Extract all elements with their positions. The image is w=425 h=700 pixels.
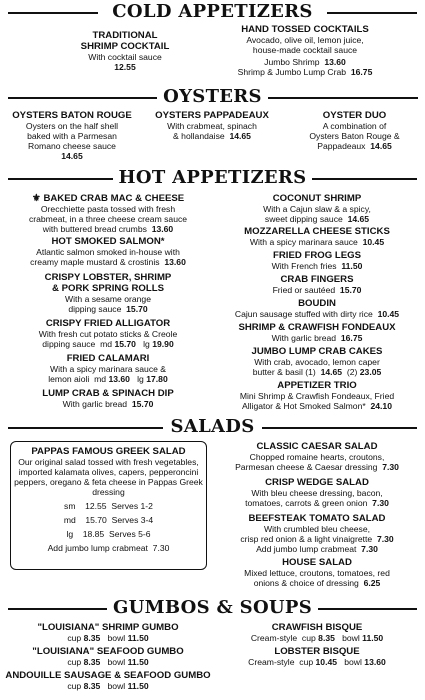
menu-item-greek-salad bbox=[11, 446, 206, 553]
item-name-line2: & PORK SPRING ROLLS bbox=[52, 283, 164, 294]
item-name: BEEFSTEAK TOMATO SALAD bbox=[248, 513, 386, 524]
item-price-cup: 8.35 bbox=[83, 657, 101, 667]
item-price-lg: 19.90 bbox=[152, 339, 174, 349]
item-desc-line2: tomatoes, carrots & green onion 7.30 bbox=[245, 498, 389, 508]
item-price: 18.85 bbox=[82, 529, 105, 539]
menu-item-spring-rolls bbox=[2, 272, 214, 314]
item-name: ANDOUILLE SAUSAGE & SEAFOOD GUMBO bbox=[5, 670, 211, 681]
item-price-bowl: 11.50 bbox=[362, 633, 384, 643]
section-title: GUMBOS & SOUPS bbox=[0, 596, 425, 620]
greek-salad-box bbox=[10, 441, 207, 570]
item-name: FRIED FROG LEGS bbox=[273, 250, 361, 261]
item-price: 11.50 bbox=[341, 261, 363, 271]
item-desc: Mixed lettuce, croutons, tomatoes, red bbox=[244, 568, 390, 578]
item-name: MOZZARELLA CHEESE STICKS bbox=[244, 226, 390, 237]
menu-item-oyster-duo bbox=[287, 110, 422, 151]
item-price: 15.70 bbox=[85, 515, 107, 525]
menu-item-crab-mac-cheese bbox=[2, 193, 214, 234]
size-option: lg 18.85 Serves 5-6 bbox=[66, 529, 151, 539]
item-desc-line3: Pappadeaux 14.65 bbox=[317, 141, 392, 151]
item-price: 7.30 bbox=[372, 498, 389, 508]
item-name: COCONUT SHRIMP bbox=[272, 193, 362, 204]
item-desc-line3: Romano cheese sauce bbox=[28, 141, 116, 151]
item-price: 14.65 bbox=[61, 151, 83, 161]
menu-item-beefsteak-tomato-salad bbox=[212, 513, 422, 554]
menu-item-house-salad bbox=[212, 557, 422, 588]
menu-item-oysters-pappadeaux bbox=[142, 110, 282, 141]
item-prices: cup 8.35 bowl 11.50 bbox=[67, 633, 149, 643]
item-prices: Cream-style cup 10.45 bowl 13.60 bbox=[248, 657, 386, 667]
item-desc-line2: & hollandaise 14.65 bbox=[173, 131, 251, 141]
item-desc-line2: dipping sauce md 15.70 lg 19.90 bbox=[42, 339, 174, 349]
item-desc-line2: creamy maple mustard & crostinis 13.60 bbox=[30, 257, 186, 267]
item-desc-line3: with buttered bread crumbs 13.60 bbox=[42, 224, 174, 234]
item-desc: With crab, avocado, lemon caper bbox=[254, 357, 380, 367]
item-name: PAPPAS FAMOUS GREEK SALAD bbox=[31, 446, 186, 457]
menu-item-crawfish-bisque bbox=[212, 622, 422, 643]
item-price: 16.75 bbox=[350, 67, 373, 77]
item-desc-line2: butter & basil (1) 14.65 (2) 23.05 bbox=[252, 367, 382, 377]
item-price: 14.65 bbox=[370, 141, 392, 151]
item-desc: With a spicy marinara sauce & bbox=[49, 364, 167, 374]
item-prices: cup 8.35 bowl 11.50 bbox=[67, 681, 149, 691]
item-name: LOBSTER BISQUE bbox=[274, 646, 360, 657]
item-price-cup: 8.35 bbox=[83, 681, 101, 691]
item-price: 15.70 bbox=[126, 304, 148, 314]
item-name: HOUSE SALAD bbox=[282, 557, 352, 568]
item-name: HAND TOSSED COCKTAILS bbox=[241, 24, 369, 35]
item-price-bowl: 13.60 bbox=[364, 657, 386, 667]
item-desc: Fried or sautéed 15.70 bbox=[272, 285, 362, 295]
item-desc-line2: crisp red onion & a light vinaigrette 7.30 bbox=[240, 534, 394, 544]
item-name: CRAWFISH BISQUE bbox=[271, 622, 363, 633]
item-name: HOT SMOKED SALMON* bbox=[51, 236, 165, 247]
item-name: OYSTERS BATON ROUGE bbox=[12, 110, 132, 121]
item-price-md: 15.70 bbox=[114, 339, 136, 349]
item-name: "LOUISIANA" SHRIMP GUMBO bbox=[37, 622, 179, 633]
item-desc: Cajun sausage stuffed with dirty rice 10.45 bbox=[234, 309, 400, 319]
menu-item-lobster-bisque bbox=[212, 646, 422, 667]
menu-item-boudin bbox=[212, 298, 422, 319]
section-header-hot-appetizers bbox=[0, 166, 425, 192]
menu-item-fried-calamari bbox=[2, 353, 214, 384]
item-option: Jumbo Shrimp 13.60 bbox=[264, 57, 346, 67]
item-price: 13.60 bbox=[324, 57, 346, 67]
item-desc-line2: Oysters Baton Rouge & bbox=[309, 131, 400, 141]
menu-item-hot-smoked-salmon bbox=[2, 236, 214, 267]
section-title: OYSTERS bbox=[0, 85, 425, 109]
item-price: 7.30 bbox=[361, 544, 378, 554]
menu-item-wedge-salad bbox=[212, 477, 422, 508]
item-name: BOUDIN bbox=[298, 298, 336, 309]
item-desc-line5: Greek dressing bbox=[92, 477, 203, 497]
menu-item-oysters-baton-rouge bbox=[2, 110, 142, 161]
item-prices: cup 8.35 bowl 11.50 bbox=[67, 657, 149, 667]
menu-item-shrimp-cocktail bbox=[55, 30, 195, 72]
item-price-md: 13.60 bbox=[108, 374, 130, 384]
item-desc: Mini Shrimp & Crawfish Fondeaux, Fried bbox=[239, 391, 395, 401]
item-price-cup: 10.45 bbox=[315, 657, 338, 667]
section-title: COLD APPETIZERS bbox=[0, 0, 425, 24]
item-desc-line4: oregano & feta cheese in Pappas bbox=[49, 477, 178, 487]
item-price: 12.55 bbox=[114, 62, 136, 72]
item-name: CRAB FINGERS bbox=[280, 274, 354, 285]
item-price: 14.65 bbox=[347, 214, 370, 224]
item-price-cup: 8.35 bbox=[318, 633, 335, 643]
menu-item-caesar-salad bbox=[212, 441, 422, 472]
item-price: 12.55 bbox=[85, 501, 107, 511]
item-desc-line2: dipping sauce 15.70 bbox=[68, 304, 148, 314]
item-name-line2: SHRIMP COCKTAIL bbox=[80, 41, 170, 52]
menu-item-appetizer-trio bbox=[212, 380, 422, 411]
item-name: "LOUISIANA" SEAFOOD GUMBO bbox=[32, 646, 184, 657]
item-desc: With bleu cheese dressing, bacon, bbox=[251, 488, 383, 498]
menu-item-shrimp-gumbo bbox=[2, 622, 214, 643]
item-addon: Add jumbo lump crabmeat 7.30 bbox=[256, 544, 378, 554]
section-header-oysters bbox=[0, 85, 425, 111]
item-price-bowl: 11.50 bbox=[127, 633, 149, 643]
item-price: 6.25 bbox=[363, 578, 381, 588]
item-desc: A combination of bbox=[322, 121, 387, 131]
item-price: 15.70 bbox=[339, 285, 362, 295]
item-name: CLASSIC CAESAR SALAD bbox=[256, 441, 378, 452]
item-name: OYSTER DUO bbox=[322, 110, 387, 121]
section-header-cold-appetizers bbox=[0, 0, 425, 26]
menu-item-coconut-shrimp bbox=[212, 193, 422, 224]
item-price: 10.45 bbox=[362, 237, 385, 247]
item-price-bowl: 11.50 bbox=[127, 681, 149, 691]
item-name: FRIED CALAMARI bbox=[66, 353, 150, 364]
item-price: 24.10 bbox=[370, 401, 392, 411]
item-price: 7.30 bbox=[382, 462, 399, 472]
item-price: 13.60 bbox=[164, 257, 186, 267]
item-desc: Avocado, olive oil, lemon juice, bbox=[246, 35, 364, 45]
addon: Add jumbo lump crabmeat 7.30 bbox=[47, 543, 170, 553]
menu-item-jumbo-lump-crab-cakes bbox=[212, 346, 422, 377]
item-desc-line2: fresh vegetables, imported kalamata bbox=[18, 457, 199, 477]
item-name: LUMP CRAB & SPINACH DIP bbox=[42, 388, 174, 399]
item-desc: With a Cajun slaw & a spicy, bbox=[263, 204, 371, 214]
fleur-de-lis-icon: ⚜ bbox=[31, 193, 41, 204]
item-name: SHRIMP & CRAWFISH FONDEAUX bbox=[238, 322, 396, 333]
section-header-gumbos-soups bbox=[0, 596, 425, 622]
item-desc: With a sesame orange bbox=[65, 294, 151, 304]
item-desc: With garlic bread 16.75 bbox=[271, 333, 363, 343]
size-option: md 15.70 Serves 3-4 bbox=[63, 515, 154, 525]
item-desc-line2: house-made cocktail sauce bbox=[252, 45, 358, 55]
item-desc-line2: Parmesan cheese & Caesar dressing 7.30 bbox=[235, 462, 399, 472]
item-desc: With a spicy marinara sauce 10.45 bbox=[249, 237, 385, 247]
item-option: Shrimp & Jumbo Lump Crab 16.75 bbox=[237, 67, 373, 77]
item-desc: With crumbled bleu cheese, bbox=[263, 524, 371, 534]
item-name: JUMBO LUMP CRAB CAKES bbox=[251, 346, 383, 357]
item-desc-line2: Alligator & Hot Smoked Salmon* 24.10 bbox=[241, 401, 392, 411]
menu-item-seafood-gumbo bbox=[2, 646, 214, 667]
section-header-salads bbox=[0, 415, 425, 441]
section-title: HOT APPETIZERS bbox=[0, 166, 425, 190]
item-name: CRISPY FRIED ALLIGATOR bbox=[45, 318, 171, 329]
item-name: CRISP WEDGE SALAD bbox=[265, 477, 369, 488]
item-name: APPETIZER TRIO bbox=[277, 380, 357, 391]
item-price-1: 14.65 bbox=[320, 367, 343, 377]
item-name: OYSTERS PAPPADEAUX bbox=[155, 110, 269, 121]
menu-item-fried-frog-legs bbox=[212, 250, 422, 271]
item-price: 16.75 bbox=[340, 333, 363, 343]
item-name: TRADITIONAL bbox=[92, 30, 158, 41]
item-desc: Oysters on the half shell bbox=[25, 121, 119, 131]
menu-item-crab-fingers bbox=[212, 274, 422, 295]
item-desc: Our original salad tossed with bbox=[18, 457, 131, 467]
item-desc-line2: onions & choice of dressing 6.25 bbox=[253, 578, 381, 588]
menu-item-crab-spinach-dip bbox=[2, 388, 214, 409]
menu-item-andouille-gumbo bbox=[2, 670, 214, 691]
item-desc: Atlantic salmon smoked in-house with bbox=[36, 247, 180, 257]
menu-item-shrimp-crawfish-fondeaux bbox=[212, 322, 422, 343]
item-desc: Orecchiette pasta tossed with fresh bbox=[40, 204, 176, 214]
item-price: 13.60 bbox=[151, 224, 174, 234]
item-desc: With crabmeat, spinach bbox=[167, 121, 257, 131]
item-name: ⚜ BAKED CRAB MAC & CHEESE bbox=[31, 193, 185, 204]
item-desc-line2: baked with a Parmesan bbox=[27, 131, 117, 141]
item-price: 7.30 bbox=[152, 543, 170, 553]
item-desc: With fresh cut potato sticks & Creole bbox=[38, 329, 178, 339]
item-desc: With French fries 11.50 bbox=[271, 261, 363, 271]
item-price-lg: 17.80 bbox=[146, 374, 168, 384]
menu-item-mozzarella-sticks bbox=[212, 226, 422, 247]
item-price-2: 23.05 bbox=[359, 367, 382, 377]
item-price-cup: 8.35 bbox=[83, 633, 101, 643]
menu-item-crispy-fried-alligator bbox=[2, 318, 214, 349]
item-name: CRISPY LOBSTER, SHRIMP bbox=[44, 272, 172, 283]
item-price: 10.45 bbox=[377, 309, 400, 319]
item-prices: Cream-style cup 8.35 bowl 11.50 bbox=[250, 633, 384, 643]
menu-item-hand-tossed-cocktails bbox=[205, 24, 405, 77]
size-option: sm 12.55 Serves 1-2 bbox=[64, 501, 153, 511]
item-desc: Chopped romaine hearts, croutons, bbox=[249, 452, 385, 462]
item-price: 15.70 bbox=[131, 399, 154, 409]
item-desc-line2: sweet dipping sauce 14.65 bbox=[264, 214, 370, 224]
item-desc-line2: crabmeat, in a three cheese cream sauce bbox=[28, 214, 188, 224]
item-price: 7.30 bbox=[376, 534, 394, 544]
item-desc-line2: lemon aioli md 13.60 lg 17.80 bbox=[48, 374, 168, 384]
item-desc: With cocktail sauce bbox=[88, 52, 162, 62]
item-desc-line3: olives, capers, pepperoncini peppers, bbox=[14, 467, 199, 487]
item-price: 14.65 bbox=[229, 131, 251, 141]
section-title: SALADS bbox=[0, 415, 425, 439]
item-desc: With garlic bread 15.70 bbox=[62, 399, 154, 409]
item-price-bowl: 11.50 bbox=[127, 657, 149, 667]
